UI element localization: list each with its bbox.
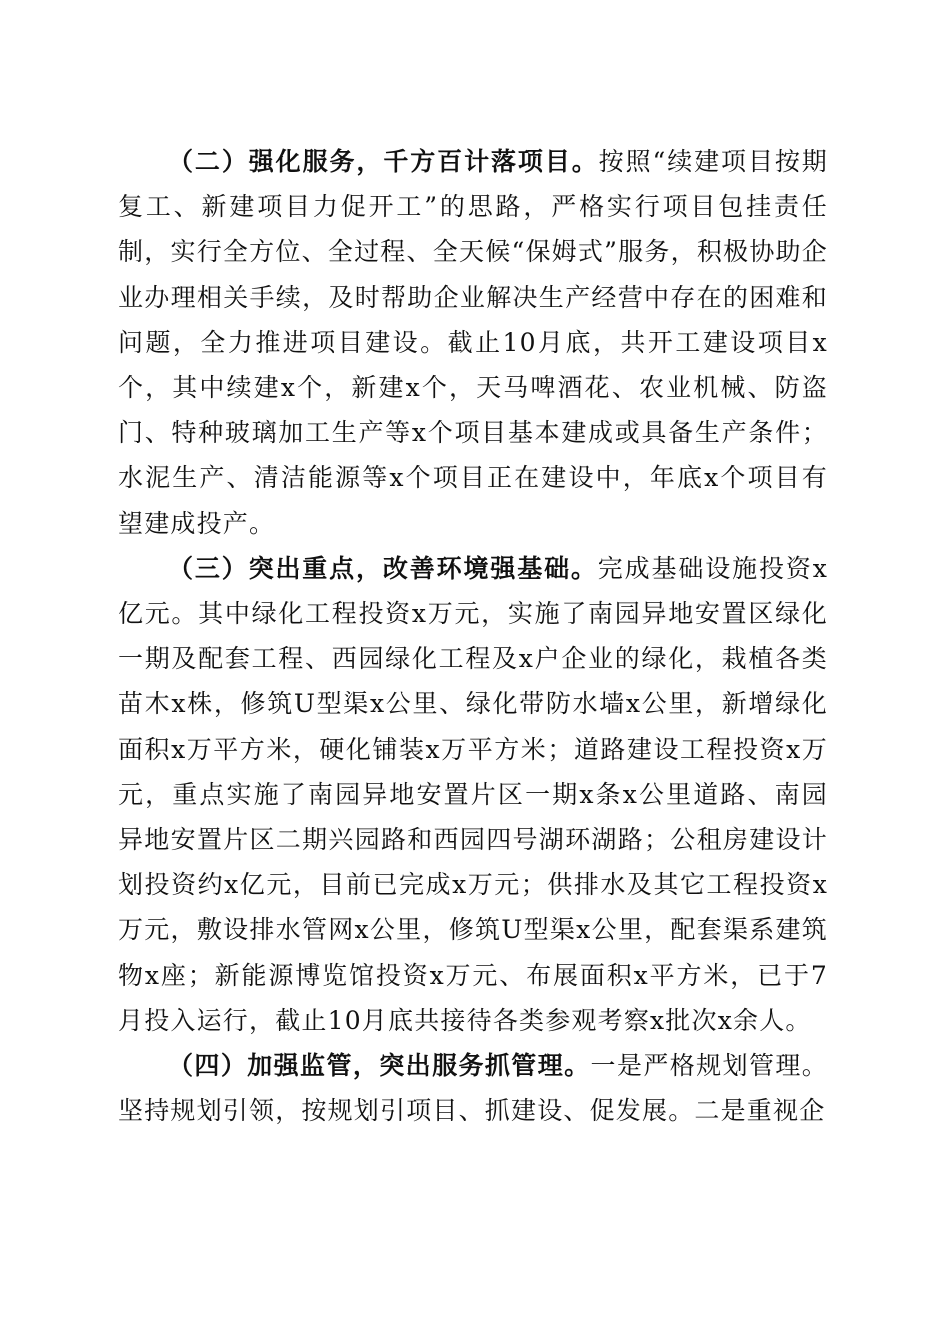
section-4-body: 一是严格规划管理。坚持规划引领，按规划引项目、抓建设、促发展。二是重视企 bbox=[118, 1051, 828, 1126]
section-2-body: 按照“续建项目按期复工、新建项目力促开工”的思路，严格实行项目包挂责任制，实行全方位、全过程、全天候“保姆式”服务，积极协助企业办理相关手续，及时帮助企业解决生产经营中存在的困难和问题，全力推进项目建设。截止10月底，共开工建设项目x个，其中续建x个，新建x个，天马啤酒花、农业机械、防盗门、特种玻璃加工生产等x个项目基本建成或具备生产条件；水泥生产、清洁能源等x个项目正在建设中，年底x个项目有望建成投产。 bbox=[118, 147, 828, 538]
paragraph-section-4 bbox=[118, 1043, 828, 1133]
section-2-heading: （二）强化服务，千方百计落项目。 bbox=[168, 147, 599, 176]
paragraph-section-2 bbox=[118, 139, 828, 546]
document-body bbox=[118, 139, 828, 1133]
section-4-heading: （四）加强监管，突出服务抓管理。 bbox=[168, 1051, 591, 1081]
section-3-heading: （三）突出重点，改善环境强基础。 bbox=[168, 553, 598, 583]
paragraph-section-3 bbox=[118, 546, 828, 1043]
section-3-body: 完成基础设施投资x亿元。其中绿化工程投资x万元，实施了南园异地安置区绿化一期及配套工程、西园绿化工程及x户企业的绿化，栽植各类苗木x株，修筑U型渠x公里、绿化带防水墙x公里，新增绿化面积x万平方米，硬化铺装x万平方米；道路建设工程投资x万元，重点实施了南园异地安置片区一期x条x公里道路、南园异地安置片区二期兴园路和西园四号湖环湖路；公租房建设计划投资约x亿元，目前已完成x万元；供排水及其它工程投资x万元，敷设排水管网x公里，修筑U型渠x公里，配套渠系建筑物x座；新能源博览馆投资x万元、布展面积x平方米，已于7月投入运行，截止10月底共接待各类参观考察x批次x余人。 bbox=[118, 553, 828, 1035]
